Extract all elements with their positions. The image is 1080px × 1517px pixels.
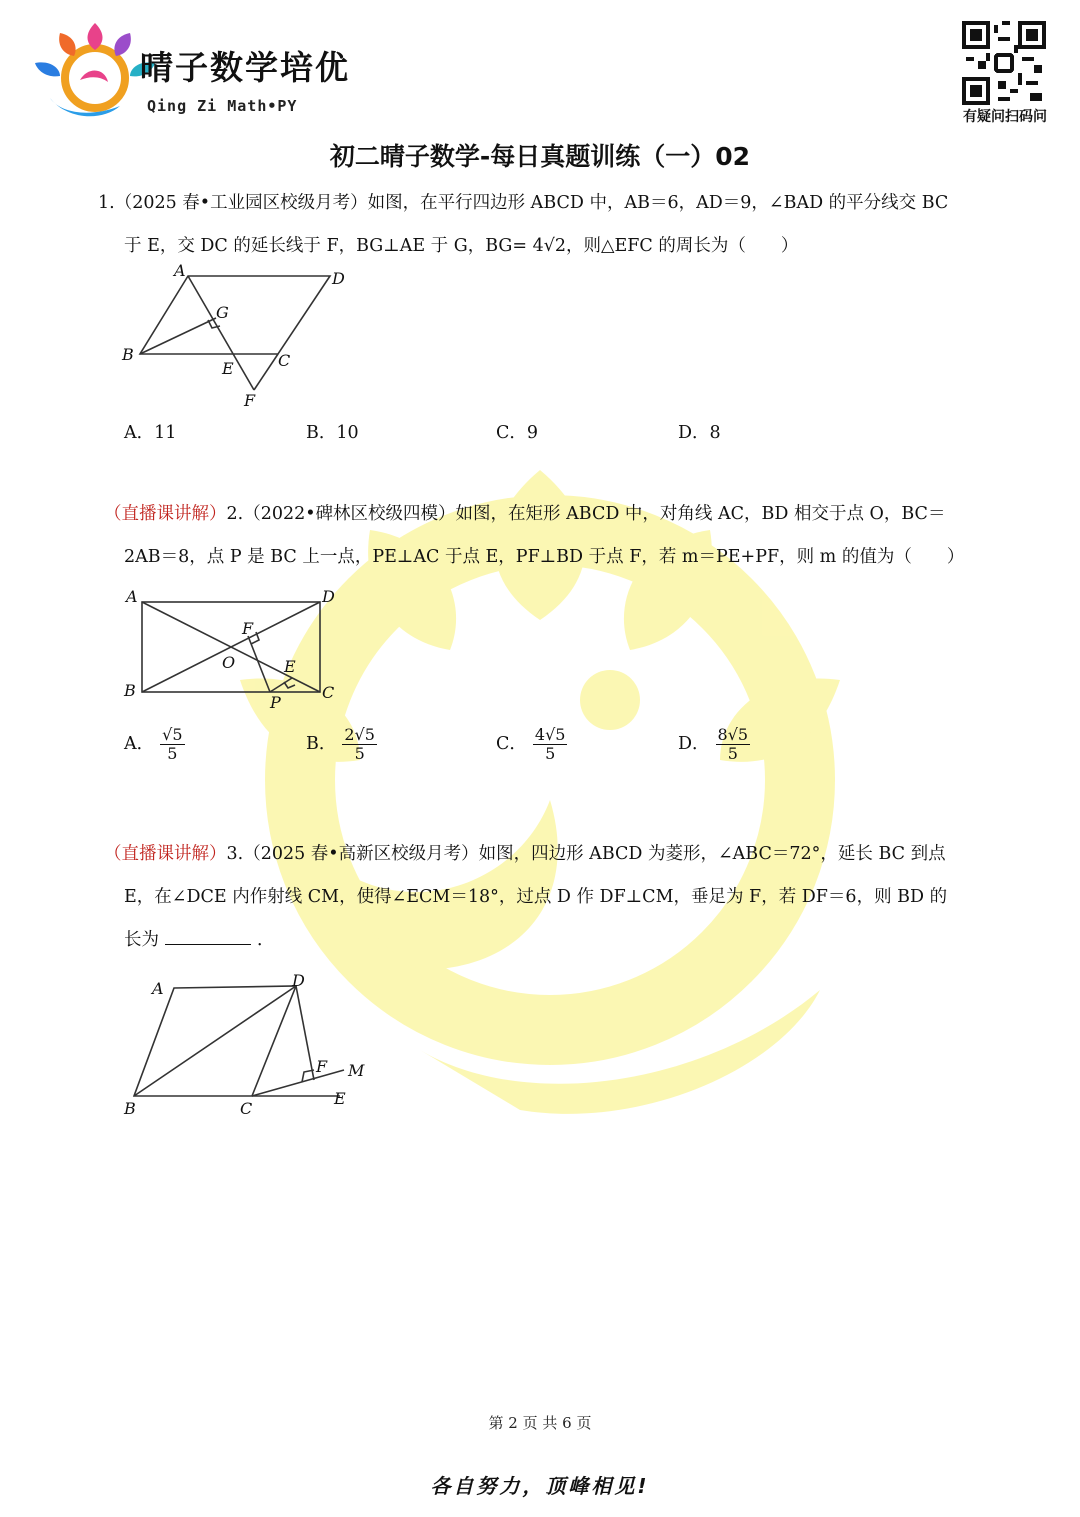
qr-caption: 有疑问扫码问	[963, 109, 1047, 125]
q3-line3: 长为 ．	[124, 930, 275, 950]
q2-label-a: A	[126, 587, 138, 606]
brand-name-en: Qing Zi Math•PY	[147, 97, 298, 115]
q2-option-a[interactable]: A． $\frac{√5}{5}$	[124, 725, 183, 763]
q2-live-tag: （直播课讲解）	[104, 504, 227, 524]
q3-label-f: F	[316, 1057, 328, 1076]
q3-live-tag: （直播课讲解）	[104, 844, 227, 864]
q3-line1: （直播课讲解）3.（2025 春•高新区校级月考）如图，四边形 ABCD 为菱形，∠ABC＝72°，延长 BC 到点	[104, 844, 946, 864]
q1-label-f: F	[244, 391, 256, 410]
q1-option-b[interactable]: B．10	[306, 423, 359, 443]
q2-label-e: E	[284, 657, 296, 676]
q2-label-p: P	[270, 693, 281, 712]
q2-option-c[interactable]: C． $\frac{4√5}{5}$	[496, 725, 566, 763]
q3-label-a: A	[152, 979, 164, 998]
q1-line2: 于 E，交 DC 的延长线于 F，BG⊥AE 于 G，BG= 4√2，则△EFC 的周长为（ ）	[124, 236, 799, 256]
q1-label-b: B	[122, 345, 134, 364]
q2-label-o: O	[222, 653, 236, 672]
q2-label-d: D	[322, 587, 335, 606]
q3-label-d: D	[292, 971, 305, 990]
q3-label-b: B	[124, 1099, 136, 1118]
q3-answer-blank[interactable]	[165, 928, 251, 945]
q1-figure	[118, 262, 358, 412]
q3-line2: E，在∠DCE 内作射线 CM，使得∠ECM＝18°，过点 D 作 DF⊥CM，垂足为 F，若 DF＝6，则 BD 的	[124, 887, 948, 907]
q1-label-a: A	[174, 262, 186, 280]
q2-label-c: C	[322, 683, 335, 702]
q1-label-d: D	[332, 269, 345, 288]
page-number: 第 2 页 共 6 页	[488, 1414, 592, 1432]
q3-label-m: M	[348, 1061, 365, 1080]
q2-label-f: F	[242, 619, 254, 638]
q1-option-c[interactable]: C．9	[496, 423, 539, 443]
qr-code-icon[interactable]	[962, 21, 1046, 105]
q2-option-d[interactable]: D． $\frac{8√5}{5}$	[678, 725, 749, 763]
q3-label-e: E	[334, 1089, 346, 1108]
q2-line1: （直播课讲解）2.（2022•碑林区校级四模）如图，在矩形 ABCD 中，对角线 AC，BD 相交于点 O，BC＝	[104, 504, 946, 524]
q1-label-g: G	[216, 303, 229, 322]
q1-line1: 1.（2025 春•工业园区校级月考）如图，在平行四边形 ABCD 中，AB＝6，AD＝9，∠BAD 的平分线交 BC	[98, 193, 949, 213]
brand-name-cn: 晴子数学培优	[140, 48, 350, 87]
motto: 各自努力，顶峰相见!	[430, 1474, 650, 1498]
q1-option-a[interactable]: A．11	[124, 423, 177, 443]
q2-option-b[interactable]: B． $\frac{2√5}{5}$	[306, 725, 375, 763]
page-title: 初二晴子数学-每日真题训练（一）02	[329, 142, 751, 171]
q1-label-c: C	[278, 351, 291, 370]
q2-line2: 2AB＝8，点 P 是 BC 上一点，PE⊥AC 于点 E，PF⊥BD 于点 F，若 m＝PE+PF，则 m 的值为（ ）	[124, 547, 965, 567]
q1-option-d[interactable]: D．8	[678, 423, 721, 443]
q3-label-c: C	[240, 1099, 253, 1118]
q2-label-b: B	[124, 681, 136, 700]
q1-label-e: E	[222, 359, 234, 378]
q2-figure	[118, 582, 348, 712]
q3-figure	[118, 966, 378, 1126]
